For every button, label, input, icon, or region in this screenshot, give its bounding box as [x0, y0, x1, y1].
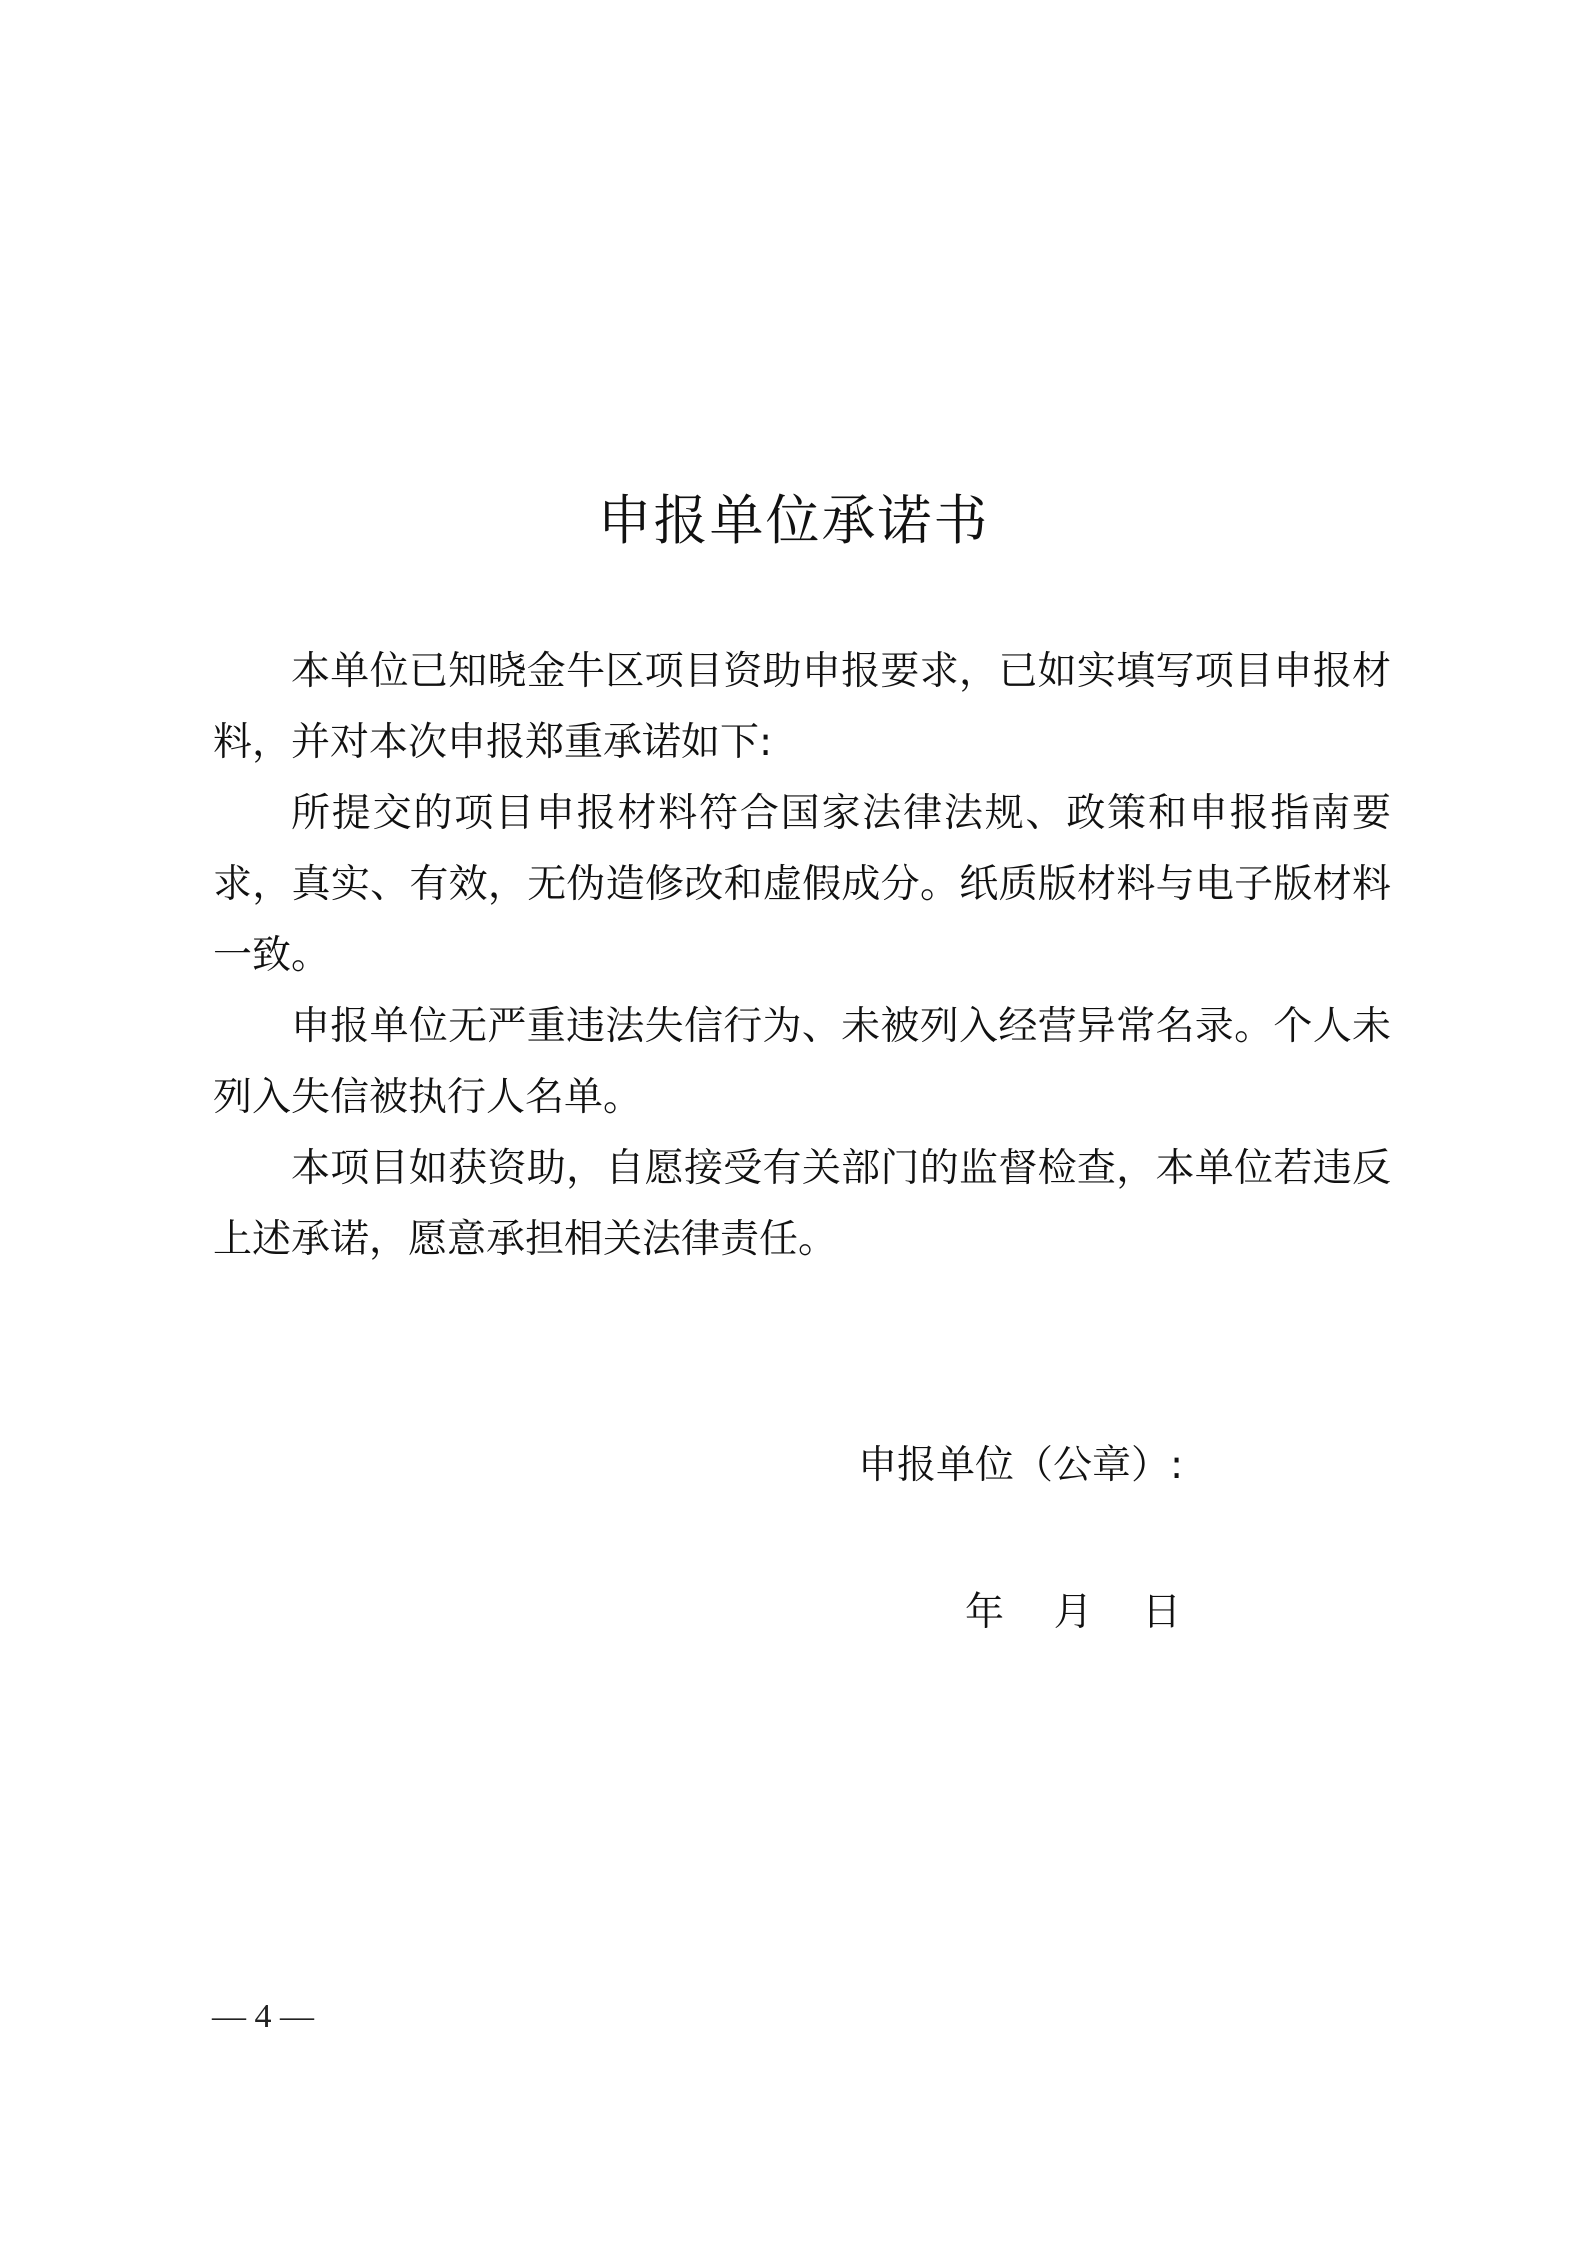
commitment-body [213, 636, 1391, 1275]
signature-unit-label: 申报单位（公章）: [858, 1443, 1184, 1488]
paragraph-materials: 所提交的项目申报材料符合国家法律法规、政策和申报指南要求，真实、有效，无伪造修改和虚假成分。纸质版材料与电子版材料一致。 [213, 791, 1391, 978]
paragraph-credit: 申报单位无严重违法失信行为、未被列入经营异常名录。个人未列入失信被执行人名单。 [213, 1004, 1391, 1120]
signature-date-label: 年 月 日 [965, 1590, 1182, 1635]
document-title: 申报单位承诺书 [597, 489, 990, 552]
paragraph-intro: 本单位已知晓金牛区项目资助申报要求，已如实填写项目申报材料，并对本次申报郑重承诺如下: [213, 649, 1391, 765]
page-number: — 4 — [212, 1998, 314, 2035]
paragraph-supervision: 本项目如获资助，自愿接受有关部门的监督检查，本单位若违反上述承诺，愿意承担相关法律责任。 [213, 1146, 1391, 1262]
